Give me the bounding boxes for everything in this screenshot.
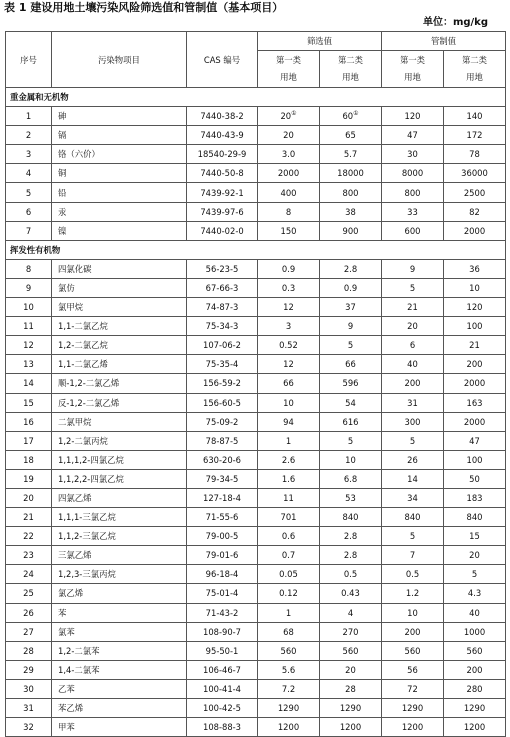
pollutant-name: 1,4-二氯苯 [52,660,187,679]
pollutant-name: 苯 [52,603,187,622]
header-screen-class1: 第一类 用地 [258,51,320,88]
control-class2-value: 172 [444,126,506,145]
row-number: 23 [6,546,52,565]
table-row [6,565,506,584]
table-title: 表 1 建设用地土壤污染风险筛选值和管制值（基本项目） [4,1,284,14]
table-row [6,641,506,660]
screening-class2-value: 60① [320,107,382,126]
screening-class2-value: 2.8 [320,527,382,546]
cas-number: 100-41-4 [187,679,258,698]
pollutant-name: 1,1-二氯乙烷 [52,317,187,336]
screening-class1-value: 0.3 [258,278,320,297]
table-row [6,183,506,202]
screening-class2-value: 900 [320,221,382,240]
pollutant-name: 汞 [52,202,187,221]
table-row [6,393,506,412]
control-class1-value: 20 [382,317,444,336]
pollutant-name: 乙苯 [52,679,187,698]
screening-class2-value: 270 [320,622,382,641]
pollutant-name: 反-1,2-二氯乙烯 [52,393,187,412]
pollutant-name: 氯仿 [52,278,187,297]
screening-class1-value: 68 [258,622,320,641]
cas-number: 7440-43-9 [187,126,258,145]
control-class1-value: 560 [382,641,444,660]
table-row [6,202,506,221]
cas-number: 7439-92-1 [187,183,258,202]
row-number: 10 [6,298,52,317]
pollutant-name: 铜 [52,164,187,183]
screening-class2-value: 596 [320,374,382,393]
control-class1-value: 800 [382,183,444,202]
screening-class2-value: 10 [320,450,382,469]
row-number: 29 [6,660,52,679]
screening-class2-value: 6.8 [320,469,382,488]
control-class1-value: 8000 [382,164,444,183]
table-row [6,221,506,240]
control-class1-value: 10 [382,603,444,622]
header-control-class2: 第二类 用地 [444,51,506,88]
control-class2-value: 1200 [444,718,506,737]
cas-number: 79-34-5 [187,469,258,488]
screening-class1-value: 7.2 [258,679,320,698]
screening-class1-value: 3.0 [258,145,320,164]
control-class2-value: 183 [444,488,506,507]
section-row [6,88,506,107]
screening-class2-value: 0.43 [320,584,382,603]
header-screening-value: 筛选值 [258,32,382,51]
table-row [6,259,506,278]
pollutant-name: 1,2-二氯丙烷 [52,431,187,450]
cas-number: 108-90-7 [187,622,258,641]
screening-class1-value: 1290 [258,699,320,718]
control-class1-value: 1290 [382,699,444,718]
screening-class1-value: 2000 [258,164,320,183]
table-row [6,603,506,622]
cas-number: 7440-02-0 [187,221,258,240]
table-row [6,527,506,546]
header-screen-class2: 第二类 用地 [320,51,382,88]
control-class1-value: 14 [382,469,444,488]
screening-class1-value: 400 [258,183,320,202]
pollutant-name: 氯苯 [52,622,187,641]
control-class2-value: 2000 [444,221,506,240]
footnote-marker: ① [291,110,297,118]
section-title: 重金属和无机物 [6,88,506,107]
cas-number: 67-66-3 [187,278,258,297]
row-number: 22 [6,527,52,546]
cas-number: 71-43-2 [187,603,258,622]
row-number: 5 [6,183,52,202]
screening-class1-value: 20① [258,107,320,126]
table-row [6,317,506,336]
control-class1-value: 34 [382,488,444,507]
cas-number: 96-18-4 [187,565,258,584]
control-class1-value: 0.5 [382,565,444,584]
control-class1-value: 31 [382,393,444,412]
screening-class2-value: 20 [320,660,382,679]
control-class2-value: 78 [444,145,506,164]
control-class1-value: 40 [382,355,444,374]
screening-class2-value: 5 [320,336,382,355]
control-class2-value: 82 [444,202,506,221]
control-class1-value: 72 [382,679,444,698]
header-no: 序号 [6,32,52,88]
table-row [6,660,506,679]
control-class2-value: 36000 [444,164,506,183]
section-title: 挥发性有机物 [6,240,506,259]
pollutant-name: 镍 [52,221,187,240]
cas-number: 18540-29-9 [187,145,258,164]
table-row [6,126,506,145]
control-class2-value: 15 [444,527,506,546]
control-class2-value: 21 [444,336,506,355]
control-class2-value: 1000 [444,622,506,641]
control-class1-value: 200 [382,374,444,393]
row-number: 14 [6,374,52,393]
screening-class2-value: 1200 [320,718,382,737]
pollutant-name: 1,2-二氯苯 [52,641,187,660]
control-class2-value: 36 [444,259,506,278]
screening-class2-value: 2.8 [320,546,382,565]
screening-class1-value: 0.6 [258,527,320,546]
table-row [6,431,506,450]
screening-class2-value: 800 [320,183,382,202]
row-number: 12 [6,336,52,355]
control-class1-value: 56 [382,660,444,679]
screening-class2-value: 38 [320,202,382,221]
cas-number: 75-35-4 [187,355,258,374]
screening-class2-value: 18000 [320,164,382,183]
screening-class1-value: 66 [258,374,320,393]
control-class2-value: 2000 [444,374,506,393]
screening-class1-value: 150 [258,221,320,240]
control-class1-value: 26 [382,450,444,469]
screening-class1-value: 5.6 [258,660,320,679]
screening-class1-value: 0.12 [258,584,320,603]
cas-number: 100-42-5 [187,699,258,718]
row-number: 30 [6,679,52,698]
screening-class1-value: 1 [258,603,320,622]
row-number: 3 [6,145,52,164]
row-number: 15 [6,393,52,412]
control-class2-value: 200 [444,660,506,679]
cas-number: 156-60-5 [187,393,258,412]
table-row [6,699,506,718]
table-row [6,488,506,507]
cas-number: 95-50-1 [187,641,258,660]
row-number: 21 [6,508,52,527]
row-number: 20 [6,488,52,507]
screening-class1-value: 20 [258,126,320,145]
row-number: 18 [6,450,52,469]
cas-number: 71-55-6 [187,508,258,527]
row-number: 26 [6,603,52,622]
screening-class2-value: 0.5 [320,565,382,584]
table-row [6,679,506,698]
pollutant-name: 镉 [52,126,187,145]
control-class1-value: 21 [382,298,444,317]
cas-number: 7439-97-6 [187,202,258,221]
pollutant-name: 铬（六价） [52,145,187,164]
screening-class1-value: 701 [258,508,320,527]
footnote-marker: ① [353,110,359,118]
control-class2-value: 140 [444,107,506,126]
table-row [6,336,506,355]
screening-class2-value: 2.8 [320,259,382,278]
pollutant-name: 氯甲烷 [52,298,187,317]
screening-class1-value: 12 [258,298,320,317]
pollutant-name: 1,2-二氯乙烷 [52,336,187,355]
pollutant-name: 顺-1,2-二氯乙烯 [52,374,187,393]
row-number: 28 [6,641,52,660]
screening-class2-value: 66 [320,355,382,374]
screening-class1-value: 560 [258,641,320,660]
screening-class2-value: 560 [320,641,382,660]
row-number: 27 [6,622,52,641]
row-number: 7 [6,221,52,240]
table-row [6,145,506,164]
screening-class2-value: 53 [320,488,382,507]
control-class1-value: 30 [382,145,444,164]
screening-class2-value: 616 [320,412,382,431]
screening-class2-value: 0.9 [320,278,382,297]
pollutant-name: 四氯化碳 [52,259,187,278]
control-class1-value: 47 [382,126,444,145]
pollutant-name: 四氯乙烯 [52,488,187,507]
control-class1-value: 300 [382,412,444,431]
table-row [6,584,506,603]
control-class1-value: 1.2 [382,584,444,603]
cas-number: 75-01-4 [187,584,258,603]
table-row [6,622,506,641]
row-number: 8 [6,259,52,278]
control-class2-value: 50 [444,469,506,488]
control-class1-value: 5 [382,278,444,297]
control-class1-value: 5 [382,527,444,546]
control-class2-value: 4.3 [444,584,506,603]
row-number: 19 [6,469,52,488]
control-class2-value: 20 [444,546,506,565]
screening-class1-value: 1 [258,431,320,450]
row-number: 13 [6,355,52,374]
table-row [6,546,506,565]
pollutant-name: 二氯甲烷 [52,412,187,431]
cas-number: 75-34-3 [187,317,258,336]
screening-class1-value: 0.05 [258,565,320,584]
screening-class1-value: 3 [258,317,320,336]
screening-class2-value: 4 [320,603,382,622]
pollutant-name: 苯乙烯 [52,699,187,718]
header-item: 污染物项目 [52,32,187,88]
control-class2-value: 47 [444,431,506,450]
control-class1-value: 200 [382,622,444,641]
screening-class1-value: 10 [258,393,320,412]
pollutant-name: 1,1-二氯乙烯 [52,355,187,374]
cas-number: 156-59-2 [187,374,258,393]
control-class2-value: 2500 [444,183,506,202]
pollutant-name: 三氯乙烯 [52,546,187,565]
cas-number: 630-20-6 [187,450,258,469]
cas-number: 79-01-6 [187,546,258,565]
control-class2-value: 840 [444,508,506,527]
screening-class1-value: 0.52 [258,336,320,355]
table-row [6,718,506,737]
header-control-value: 管制值 [382,32,506,51]
pollutant-name: 1,1,1-三氯乙烷 [52,508,187,527]
screening-class2-value: 5.7 [320,145,382,164]
cas-number: 79-00-5 [187,527,258,546]
pollutant-name: 1,1,2-三氯乙烷 [52,527,187,546]
row-number: 31 [6,699,52,718]
control-class2-value: 120 [444,298,506,317]
control-class1-value: 7 [382,546,444,565]
screening-class1-value: 12 [258,355,320,374]
table-row [6,469,506,488]
pollutant-name: 1,1,1,2-四氯乙烷 [52,450,187,469]
screening-class2-value: 54 [320,393,382,412]
pollutant-name: 甲苯 [52,718,187,737]
screening-class2-value: 65 [320,126,382,145]
screening-class1-value: 1.6 [258,469,320,488]
row-number: 24 [6,565,52,584]
row-number: 2 [6,126,52,145]
row-number: 25 [6,584,52,603]
control-class1-value: 9 [382,259,444,278]
pollutant-name: 氯乙烯 [52,584,187,603]
screening-class2-value: 37 [320,298,382,317]
control-class2-value: 280 [444,679,506,698]
screening-class1-value: 8 [258,202,320,221]
table-row [6,298,506,317]
row-number: 9 [6,278,52,297]
screening-class1-value: 11 [258,488,320,507]
table-row [6,107,506,126]
control-class1-value: 840 [382,508,444,527]
screening-class1-value: 1200 [258,718,320,737]
unit-label: 单位：mg/kg [422,17,488,28]
pollutant-name: 1,2,3-三氯丙烷 [52,565,187,584]
cas-number: 127-18-4 [187,488,258,507]
cas-number: 106-46-7 [187,660,258,679]
row-number: 32 [6,718,52,737]
cas-number: 107-06-2 [187,336,258,355]
cas-number: 7440-38-2 [187,107,258,126]
control-class2-value: 100 [444,450,506,469]
screening-class1-value: 0.9 [258,259,320,278]
table-row [6,278,506,297]
cas-number: 75-09-2 [187,412,258,431]
control-class2-value: 1290 [444,699,506,718]
pollutant-name: 砷 [52,107,187,126]
control-class2-value: 163 [444,393,506,412]
control-class1-value: 33 [382,202,444,221]
cas-number: 74-87-3 [187,298,258,317]
screening-class1-value: 94 [258,412,320,431]
screening-class2-value: 840 [320,508,382,527]
screening-class2-value: 1290 [320,699,382,718]
table-row [6,412,506,431]
control-class1-value: 6 [382,336,444,355]
cas-number: 108-88-3 [187,718,258,737]
row-number: 16 [6,412,52,431]
control-class1-value: 600 [382,221,444,240]
control-class2-value: 5 [444,565,506,584]
control-class2-value: 100 [444,317,506,336]
screening-class2-value: 28 [320,679,382,698]
control-class1-value: 5 [382,431,444,450]
row-number: 6 [6,202,52,221]
screening-class1-value: 2.6 [258,450,320,469]
pollutant-name: 1,1,2,2-四氯乙烷 [52,469,187,488]
table-row [6,508,506,527]
control-class1-value: 1200 [382,718,444,737]
row-number: 4 [6,164,52,183]
screening-class2-value: 5 [320,431,382,450]
control-class2-value: 560 [444,641,506,660]
pollutant-table [5,31,506,737]
control-class2-value: 40 [444,603,506,622]
table-row [6,450,506,469]
cas-number: 7440-50-8 [187,164,258,183]
header-cas: CAS 编号 [187,32,258,88]
cas-number: 56-23-5 [187,259,258,278]
table-body [6,88,506,737]
table-row [6,164,506,183]
pollutant-name: 铅 [52,183,187,202]
table-row [6,374,506,393]
screening-class1-value: 0.7 [258,546,320,565]
header-control-class1: 第一类 用地 [382,51,444,88]
row-number: 1 [6,107,52,126]
control-class2-value: 2000 [444,412,506,431]
table-row [6,355,506,374]
row-number: 11 [6,317,52,336]
row-number: 17 [6,431,52,450]
control-class2-value: 10 [444,278,506,297]
cas-number: 78-87-5 [187,431,258,450]
section-row [6,240,506,259]
control-class2-value: 200 [444,355,506,374]
control-class1-value: 120 [382,107,444,126]
screening-class2-value: 9 [320,317,382,336]
